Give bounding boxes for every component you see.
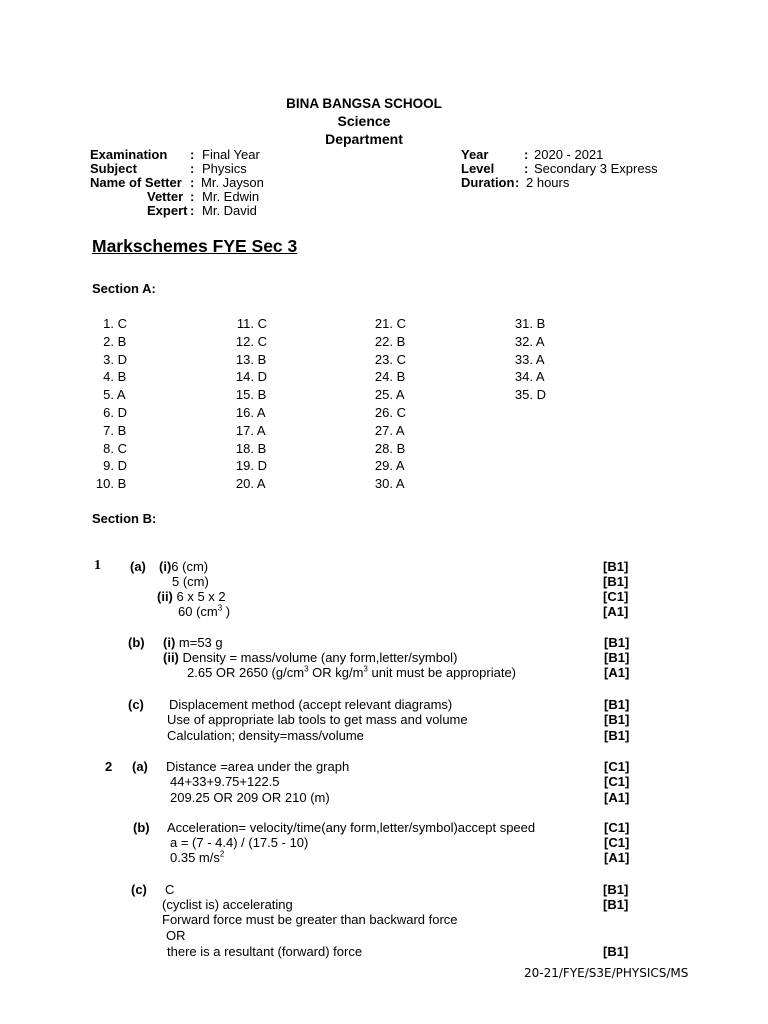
answer-item xyxy=(511,386,546,404)
answer-letter: A xyxy=(256,476,266,492)
q2b-line-1: Acceleration= velocity/time(any form,letter/symbol)accept speed xyxy=(167,820,536,835)
info-sep: : xyxy=(524,161,529,176)
department-line-2: Department xyxy=(325,131,403,147)
answer-item xyxy=(92,368,127,386)
q1c-label: (c) xyxy=(128,697,144,712)
answer-item xyxy=(92,422,127,440)
answer-letter: A xyxy=(535,369,545,385)
section-b-heading: Section B: xyxy=(92,511,157,526)
q2a-line-2: 44+33+9.75+122.5 xyxy=(170,774,280,789)
answer-number: 25. xyxy=(374,387,393,403)
q1a-line-4: 60 ($cm^3$ ) xyxy=(178,603,231,619)
question-2-number: 2 xyxy=(105,759,113,774)
info-sep: : xyxy=(190,175,195,190)
answer-item xyxy=(371,475,406,493)
info-label-vetter: Vetter xyxy=(147,189,184,204)
answer-number: 1. xyxy=(103,316,114,331)
answer-number: 22. xyxy=(374,333,393,349)
answer-letter: C xyxy=(257,316,268,331)
answer-item xyxy=(371,440,406,458)
answer-item xyxy=(371,351,406,369)
answer-item xyxy=(511,351,546,369)
answer-number: 15. xyxy=(235,387,254,403)
q1a-line-2: 5 (cm) xyxy=(172,574,209,589)
answer-item xyxy=(92,333,127,351)
answer-letter: A xyxy=(395,458,405,474)
answer-item xyxy=(232,457,267,475)
answer-letter: A xyxy=(256,422,266,438)
q1b-label: (b) xyxy=(128,635,145,650)
q2c-line-2: (cyclist is) accelerating xyxy=(162,897,293,912)
answer-number: 32. xyxy=(514,333,533,349)
info-sep: : xyxy=(515,175,520,190)
answer-number: 20. xyxy=(235,476,254,492)
answer-letter: A xyxy=(535,351,545,367)
info-value-subject: Physics xyxy=(202,161,247,176)
answer-item xyxy=(232,351,267,369)
answer-item xyxy=(232,333,267,351)
answer-letter: D xyxy=(257,369,268,385)
answer-number: 13. xyxy=(235,351,254,367)
q1b-i-label: (i) xyxy=(163,635,176,650)
q2c-line-3: Forward force must be greater than backward force xyxy=(162,912,458,927)
info-value-setter: Mr. Jayson xyxy=(201,175,264,190)
info-label-expert: Expert xyxy=(147,203,188,218)
answer-number: 17. xyxy=(235,422,254,438)
info-value-duration: 2 hours xyxy=(526,175,570,190)
q1b-line-2: (ii) Density = mass/volume (any form,letter/symbol) xyxy=(163,650,458,665)
department-line-1: Science xyxy=(337,113,391,129)
answer-item xyxy=(371,457,406,475)
answer-item xyxy=(232,422,267,440)
answer-letter: A xyxy=(116,387,126,403)
q1a-label: (a) xyxy=(130,559,146,574)
answer-number: 10. xyxy=(95,476,114,492)
answer-number: 29. xyxy=(374,458,393,474)
q1a-line-1: (i)6 (cm) xyxy=(159,559,209,574)
info-sep: : xyxy=(190,203,195,218)
school-name: BINA BANGSA SCHOOL xyxy=(286,96,442,111)
info-value-examination: Final Year xyxy=(202,147,260,162)
info-label-year: Year xyxy=(461,147,489,162)
answer-letter: C xyxy=(396,351,407,367)
answer-number: 23. xyxy=(374,351,393,367)
mark-badge: [B1] xyxy=(603,882,629,897)
answer-letter: B xyxy=(117,422,127,438)
answer-item xyxy=(511,315,546,333)
answer-item xyxy=(511,333,546,351)
answer-item xyxy=(232,475,267,493)
answer-number: 14. xyxy=(235,369,254,385)
answer-item xyxy=(92,351,127,369)
answer-number: 35. xyxy=(514,387,533,403)
info-sep: : xyxy=(190,161,195,176)
answer-letter: C xyxy=(396,404,407,420)
info-label-level: Level xyxy=(461,161,495,176)
answer-number: 27. xyxy=(374,422,393,438)
question-1-number: 1 xyxy=(94,558,101,573)
answer-item xyxy=(232,386,267,404)
q2a-line-3: 209.25 OR 209 OR 210 (m) xyxy=(170,790,330,805)
answer-number: 30. xyxy=(374,476,393,492)
q2c-label: (c) xyxy=(131,882,147,897)
info-label-duration: Duration xyxy=(461,175,515,190)
answer-letter: D xyxy=(536,387,547,403)
answer-number: 16. xyxy=(235,404,254,420)
info-value-expert: Mr. David xyxy=(202,203,257,218)
answer-column-4 xyxy=(511,315,546,404)
answer-letter: B xyxy=(536,316,546,331)
answer-number: 11. xyxy=(236,316,254,331)
q1b-line-3: 2.65 OR 2650 ($g/cm^3$ OR $kg/m^3$ unit must be appropriate) xyxy=(187,664,517,680)
answer-number: 34. xyxy=(514,369,533,385)
mark-badge: [B1] xyxy=(603,559,629,574)
mark-badge: [C1] xyxy=(604,759,630,774)
answer-number: 6. xyxy=(103,404,114,420)
answer-letter: C xyxy=(117,440,128,456)
answer-letter: C xyxy=(396,316,407,331)
mark-badge: [C1] xyxy=(604,774,630,789)
answer-number: 9. xyxy=(103,458,114,474)
mark-badge: [A1] xyxy=(603,604,629,619)
answer-number: 18. xyxy=(235,440,254,456)
q2c-line-4: OR xyxy=(166,928,186,943)
answer-item xyxy=(371,368,406,386)
mark-badge: [C1] xyxy=(604,820,630,835)
answer-letter: A xyxy=(535,333,545,349)
answer-item xyxy=(371,315,406,333)
answer-letter: B xyxy=(117,369,127,385)
info-value-vetter: Mr. Edwin xyxy=(202,189,260,204)
answer-item xyxy=(92,440,127,458)
q1c-line-2: Use of appropriate lab tools to get mass and volume xyxy=(167,712,468,727)
mark-badge: [C1] xyxy=(604,835,630,850)
answer-letter: D xyxy=(117,458,128,474)
answer-letter: C xyxy=(117,316,128,331)
q1a-line-3: (ii) 6 x 5 x 2 xyxy=(157,589,226,604)
section-a-heading: Section A: xyxy=(92,281,156,296)
q2b-label: (b) xyxy=(133,820,150,835)
answer-number: 8. xyxy=(103,440,114,456)
answer-item xyxy=(232,404,267,422)
mark-badge: [B1] xyxy=(603,574,629,589)
answer-item xyxy=(92,404,127,422)
answer-letter: B xyxy=(257,351,267,367)
answer-letter: D xyxy=(117,351,128,367)
answer-item xyxy=(371,422,406,440)
answer-column-2 xyxy=(232,315,267,493)
answer-letter: D xyxy=(117,404,128,420)
answer-item xyxy=(511,368,546,386)
answer-letter: C xyxy=(257,333,268,349)
q1b-ii-label: (ii) xyxy=(163,650,179,665)
answer-letter: B xyxy=(117,333,127,349)
q2a-label: (a) xyxy=(132,759,148,774)
answer-letter: A xyxy=(256,404,266,420)
mark-badge: [A1] xyxy=(604,790,630,805)
info-sep: : xyxy=(524,147,529,162)
answer-item xyxy=(371,333,406,351)
answer-number: 4. xyxy=(103,369,114,385)
answer-letter: B xyxy=(396,333,406,349)
mark-badge: [C1] xyxy=(603,589,629,604)
answer-item xyxy=(92,386,127,404)
answer-letter: B xyxy=(396,440,406,456)
answer-item xyxy=(232,315,267,333)
answer-letter: D xyxy=(257,458,268,474)
mark-badge: [A1] xyxy=(604,850,630,865)
answer-letter: A xyxy=(395,387,405,403)
answer-letter: B xyxy=(257,440,267,456)
answer-letter: B xyxy=(396,369,406,385)
info-value-level: Secondary 3 Express xyxy=(534,161,658,176)
mark-badge: [B1] xyxy=(604,712,630,727)
q2c-line-1: C xyxy=(165,882,175,897)
answer-item xyxy=(92,475,127,493)
q2b-line-3: 0.35 $m/s^2$ xyxy=(170,849,225,865)
answer-number: 21. xyxy=(374,316,393,331)
answer-letter: B xyxy=(117,476,127,492)
q1a-i-label: (i) xyxy=(159,559,172,574)
info-sep: : xyxy=(190,147,195,162)
answer-number: 26. xyxy=(374,404,393,420)
answer-number: 7. xyxy=(103,422,114,438)
info-label-setter: Name of Setter xyxy=(90,175,182,190)
mark-badge: [B1] xyxy=(603,944,629,959)
page-footer-code: 20-21/FYE/S3E/PHYSICS/MS xyxy=(524,966,689,980)
answer-number: 12. xyxy=(235,333,254,349)
q2a-line-1: Distance =area under the graph xyxy=(166,759,350,774)
q1a-ii-label: (ii) xyxy=(157,589,173,604)
answer-number: 33. xyxy=(514,351,533,367)
answer-number: 31. xyxy=(514,316,533,331)
mark-badge: [B1] xyxy=(603,897,629,912)
q1c-line-1: Displacement method (accept relevant diagrams) xyxy=(169,697,453,712)
answer-number: 28. xyxy=(374,440,393,456)
answer-number: 5. xyxy=(103,387,114,403)
mark-badge: [B1] xyxy=(604,650,630,665)
answer-item xyxy=(371,386,406,404)
info-label-subject: Subject xyxy=(90,161,137,176)
answer-item xyxy=(92,315,127,333)
info-value-year: 2020 - 2021 xyxy=(534,147,604,162)
q2b-line-2: a = (7 - 4.4) / (17.5 - 10) xyxy=(170,835,309,850)
answer-letter: A xyxy=(395,476,405,492)
mark-badge: [B1] xyxy=(604,635,630,650)
answer-number: 2. xyxy=(103,333,114,349)
mark-badge: [A1] xyxy=(604,665,630,680)
answer-number: 19. xyxy=(235,458,254,474)
answer-item xyxy=(232,368,267,386)
answer-item xyxy=(92,457,127,475)
answer-number: 24. xyxy=(374,369,393,385)
answer-column-1 xyxy=(92,315,127,493)
page-title: Markschemes FYE Sec 3 xyxy=(92,236,298,256)
info-sep: : xyxy=(190,189,195,204)
q2c-line-5: there is a resultant (forward) force xyxy=(167,944,363,959)
q1c-line-3: Calculation; density=mass/volume xyxy=(167,728,364,743)
mark-badge: [B1] xyxy=(604,728,630,743)
mark-badge: [B1] xyxy=(604,697,630,712)
answer-number: 3. xyxy=(103,351,114,367)
answer-letter: B xyxy=(257,387,267,403)
info-label-examination: Examination xyxy=(90,147,168,162)
answer-item xyxy=(232,440,267,458)
answer-item xyxy=(371,404,406,422)
answer-column-3 xyxy=(371,315,406,493)
q1b-line-1: (i) m=53 g xyxy=(163,635,223,650)
answer-letter: A xyxy=(395,422,405,438)
